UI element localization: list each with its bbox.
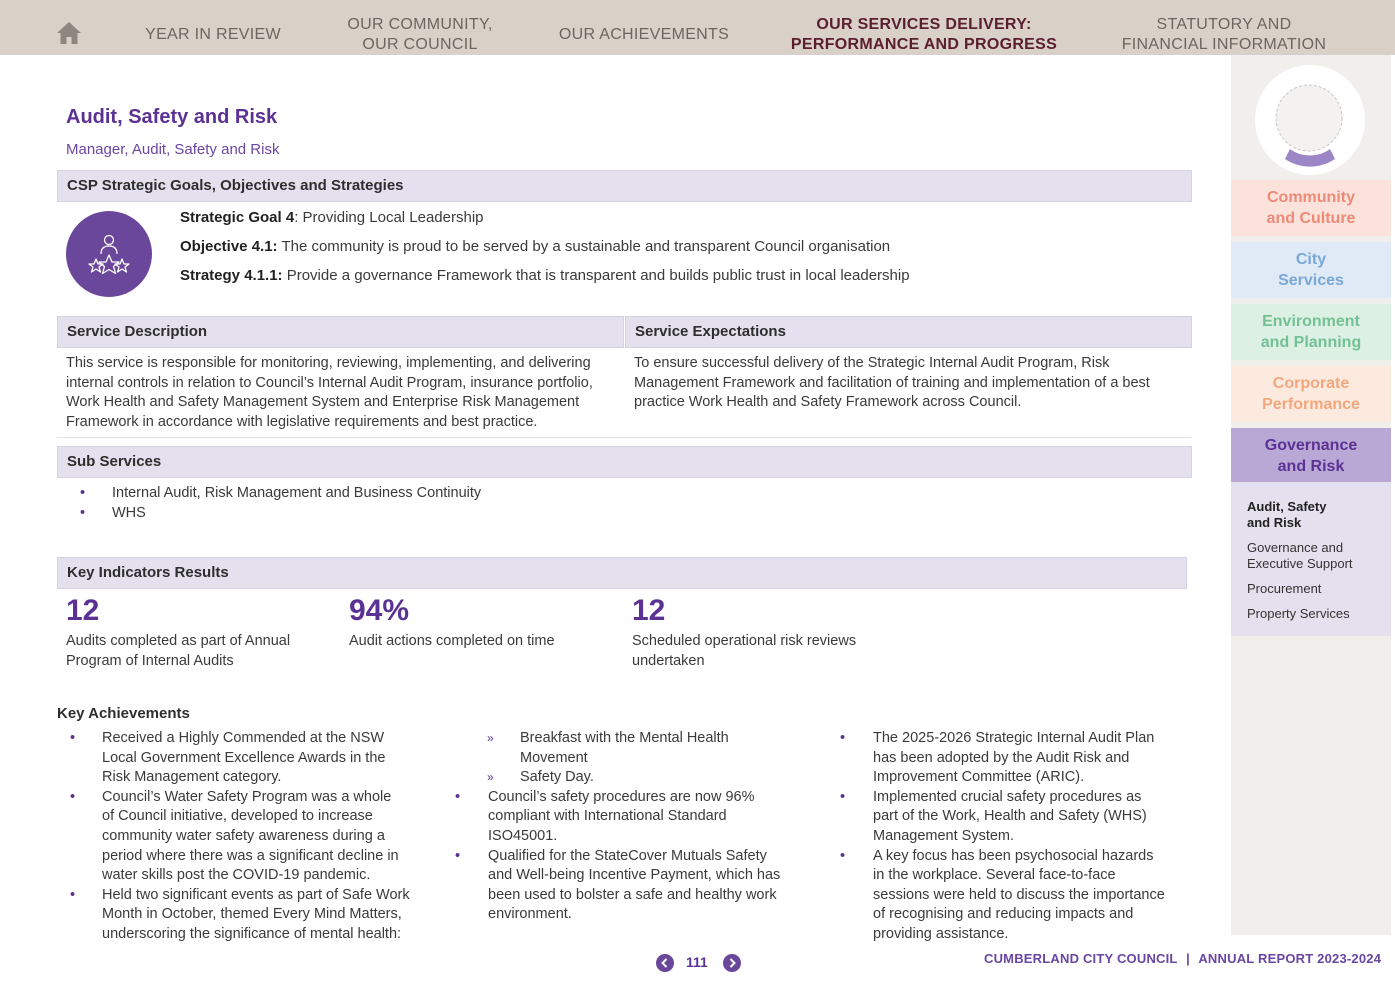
list-item: • The 2025-2026 Strategic Internal Audit Plan has been adopted by the Audit Risk and Improvement Committee (ARIC). <box>840 729 1190 788</box>
text-line: water skills post the COVID-19 pandemic. <box>102 867 371 884</box>
nav-our-community[interactable] <box>330 15 510 55</box>
tab-label: City <box>1295 251 1327 268</box>
list-item: • Council’s safety procedures are now 96% compliant with International Standard ISO45001. <box>455 788 825 847</box>
text-line: part of the Work, Health and Safety (WHS) <box>873 808 1147 825</box>
text-line: Local Government Excellence Awards in the <box>102 749 386 766</box>
kpi-label <box>66 632 316 671</box>
kpi-value: 94% <box>349 594 410 627</box>
kpi-heading: Key Indicators Results <box>57 557 1187 589</box>
text-line: Audits completed as part of Annual <box>66 633 291 649</box>
text-line: has been adopted by the Audit Risk and <box>873 749 1130 766</box>
text-line: and Well-being Incentive Payment, which has <box>488 867 781 884</box>
subnav-label: and Risk <box>1247 515 1302 530</box>
text-line: internal controls in relation to Council’s Internal Audit Program, insurance portfolio, <box>66 374 593 391</box>
service-expectations <box>634 354 1189 413</box>
strategic-goal <box>180 209 484 226</box>
achievements-column-1 <box>70 729 430 945</box>
chevron-right-icon <box>723 954 741 972</box>
subnav-item-audit-safety-risk[interactable] <box>1247 499 1326 531</box>
text-line: providing assistance. <box>873 925 1009 942</box>
page-number: 111 <box>686 954 708 970</box>
text-line: Safety Day. <box>520 769 594 786</box>
text-line: community water safety awareness during a <box>102 827 385 844</box>
text-line: Framework in accordance with legislative requirements and best practice. <box>66 413 538 430</box>
text-line: To ensure successful delivery of the Strategic Internal Audit Program, Risk <box>634 355 1110 371</box>
subnav-label: Audit, Safety <box>1247 499 1327 514</box>
strategy-text: Provide a governance Framework that is transparent and builds public trust in local leadership <box>282 267 910 284</box>
text-line: Movement <box>520 749 588 766</box>
list-item: • Council’s Water Safety Program was a whole of Council initiative, developed to increase community water safety awareness during a period where there was a significant decline in water skills post the COVID-19 pandemic. <box>70 788 430 886</box>
next-page-button[interactable] <box>723 954 741 972</box>
text-line: Risk Management category. <box>102 769 282 786</box>
goal-badge <box>66 211 152 297</box>
goal-text: : Providing Local Leadership <box>294 209 484 226</box>
nav-label: OUR COMMUNITY, <box>347 16 493 33</box>
tab-label: Corporate <box>1272 375 1350 392</box>
sidebar-tab-governance-risk[interactable] <box>1231 428 1391 484</box>
text-line: Held two significant events as part of Safe Work <box>102 886 410 903</box>
text-line: Audit actions completed on time <box>349 633 555 649</box>
service-expectations-heading: Service Expectations <box>625 316 1192 348</box>
sidebar-tab-corporate-performance[interactable] <box>1231 366 1391 422</box>
strategy-label: Strategy 4.1.1: <box>180 267 283 284</box>
text-line: undertaken <box>632 652 705 669</box>
text-line: Work Health and Safety Management System and Enterprise Risk Management <box>66 394 580 411</box>
kpi-label <box>349 632 599 652</box>
service-description-heading: Service Description <box>57 316 624 348</box>
list-item: • Held two significant events as part of Safe Work Month in October, themed Every Mind Matters, underscoring the significance of mental health: <box>70 886 430 945</box>
list-item: » Safety Day. <box>455 768 825 788</box>
achievements-column-3 <box>840 729 1190 945</box>
tab-label: and Culture <box>1266 210 1356 227</box>
text-line: Council’s safety procedures are now 96% <box>488 788 755 805</box>
text-line: Council’s Water Safety Program was a whole <box>102 788 392 805</box>
kpi-value: 12 <box>632 594 666 627</box>
text-line: Scheduled operational risk reviews <box>632 633 857 649</box>
tab-label: and Risk <box>1277 458 1345 475</box>
nav-label: OUR COUNCIL <box>362 36 478 53</box>
subnav-label: Procurement <box>1247 581 1322 596</box>
sub-services-heading: Sub Services <box>57 446 1192 478</box>
nav-label: STATUTORY AND <box>1156 16 1292 33</box>
text-line: Improvement Committee (ARIC). <box>873 769 1085 786</box>
page-subtitle: Manager, Audit, Safety and Risk <box>66 141 280 158</box>
nav-statutory-financial[interactable] <box>1108 15 1340 55</box>
nav-label: PERFORMANCE AND PROGRESS <box>790 36 1058 53</box>
subnav-label: Governance and <box>1247 540 1344 555</box>
subnav-item-procurement[interactable] <box>1247 581 1321 597</box>
sidebar-tab-city-services[interactable] <box>1231 242 1391 298</box>
text-line: Implemented crucial safety procedures as <box>873 788 1142 805</box>
page-title: Audit, Safety and Risk <box>66 106 278 128</box>
nav-our-achievements[interactable] <box>552 25 736 45</box>
chevron-left-icon <box>656 954 674 972</box>
text-line: practice Work Health and Safety Framework across Council. <box>634 394 1022 411</box>
nav-services-delivery[interactable] <box>778 15 1070 55</box>
service-description <box>66 354 621 432</box>
list-item: • Qualified for the StateCover Mutuals Safety and Well-being Incentive Payment, which has been used to bolster a safe and healthy work environment. <box>455 847 825 925</box>
subnav-item-property-services[interactable] <box>1247 606 1350 622</box>
tab-label: Services <box>1278 272 1344 289</box>
text-line: period where there was a significant decline in <box>102 847 399 864</box>
text-line: Management Framework and facilitation of training and implementation of a best <box>634 374 1150 391</box>
text-line: ISO45001. <box>488 827 558 844</box>
footer-separator: | <box>1186 951 1190 966</box>
nav-label: OUR ACHIEVEMENTS <box>558 26 730 43</box>
text-line: sessions were held to discuss the importance <box>873 886 1165 903</box>
text-line: of recognising and reducing impacts and <box>873 906 1134 923</box>
leadership-stars-icon <box>66 211 152 297</box>
subnav-label: Executive Support <box>1247 556 1353 571</box>
section-wheel-graphic <box>1255 65 1365 175</box>
prev-page-button[interactable] <box>656 954 674 972</box>
sub-services-list <box>80 484 481 523</box>
section-wheel <box>1255 65 1365 175</box>
text-line: compliant with International Standard <box>488 808 727 825</box>
tab-label: Environment <box>1262 313 1360 330</box>
csp-heading: CSP Strategic Goals, Objectives and Strategies <box>57 170 1192 202</box>
tab-label: Governance <box>1264 437 1358 454</box>
list-item: • Implemented crucial safety procedures as part of the Work, Health and Safety (WHS) Management System. <box>840 788 1190 847</box>
text-line: Breakfast with the Mental Health <box>520 730 729 746</box>
text-line: A key focus has been psychosocial hazards <box>873 847 1154 864</box>
strategy <box>180 267 910 284</box>
sidebar-tab-community-culture[interactable] <box>1231 180 1391 236</box>
nav-label: OUR SERVICES DELIVERY: <box>816 16 1032 33</box>
tab-label: Community <box>1267 189 1355 206</box>
list-item: • Received a Highly Commended at the NSW Local Government Excellence Awards in the Risk Management category. <box>70 729 430 788</box>
achievements-column-2 <box>455 729 825 925</box>
nav-label: FINANCIAL INFORMATION <box>1121 36 1327 53</box>
nav-label: YEAR IN REVIEW <box>145 26 281 43</box>
objective <box>180 238 890 255</box>
list-item: • WHS <box>80 504 481 524</box>
report-name: ANNUAL REPORT 2023-2024 <box>1198 951 1382 966</box>
key-achievements-heading: Key Achievements <box>57 705 190 722</box>
text-line: environment. <box>488 906 572 923</box>
text-line: Month in October, themed Every Mind Matters, <box>102 906 402 923</box>
sidebar-tab-environment-planning[interactable] <box>1231 304 1391 360</box>
footer-report-label <box>984 951 1381 966</box>
text-line: This service is responsible for monitoring, reviewing, implementing, and delivering <box>66 355 591 371</box>
kpi-value: 12 <box>66 594 100 627</box>
objective-label: Objective 4.1: <box>180 238 278 255</box>
nav-year-in-review[interactable] <box>140 25 286 45</box>
text-line: been used to bolster a safe and healthy work <box>488 886 777 903</box>
council-name: CUMBERLAND CITY COUNCIL <box>984 951 1178 966</box>
text-line: of Council initiative, developed to increase <box>102 808 373 825</box>
text-line: in the workplace. Several face-to-face <box>873 867 1116 884</box>
text-line: Management System. <box>873 827 1015 844</box>
subnav-label: Property Services <box>1247 606 1350 621</box>
text-line: Program of Internal Audits <box>66 652 234 669</box>
text-line: Qualified for the StateCover Mutuals Safety <box>488 847 767 864</box>
tab-label: Performance <box>1262 396 1360 413</box>
kpi-label <box>632 632 882 671</box>
text-line: Received a Highly Commended at the NSW <box>102 730 385 746</box>
tab-label: and Planning <box>1260 334 1362 351</box>
text-line: The 2025-2026 Strategic Internal Audit Plan <box>873 730 1155 746</box>
list-item: • Internal Audit, Risk Management and Business Continuity <box>80 484 481 504</box>
divider <box>57 437 1192 438</box>
top-navigation <box>0 0 1395 55</box>
subnav-item-governance-executive[interactable] <box>1247 540 1353 572</box>
objective-text: The community is proud to be served by a sustainable and transparent Council organisation <box>277 238 891 255</box>
home-icon[interactable] <box>56 21 82 45</box>
goal-label: Strategic Goal 4 <box>180 209 295 226</box>
list-item: • A key focus has been psychosocial hazards in the workplace. Several face-to-face sessions were held to discuss the importance of recognising and reducing impacts and providing assistance. <box>840 847 1190 945</box>
list-item: » Breakfast with the Mental Health Movement <box>455 729 825 768</box>
text-line: underscoring the significance of mental health: <box>102 925 402 942</box>
